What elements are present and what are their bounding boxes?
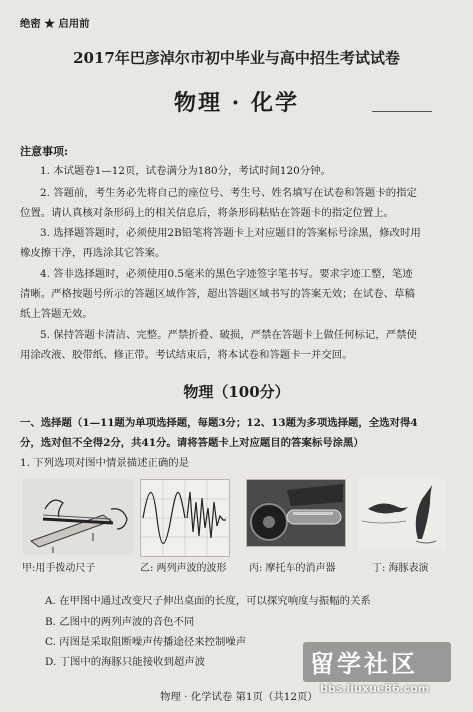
option-c: C. 丙图是采取阻断噪声传播途径来控制噪声 <box>45 636 247 648</box>
figure-caption-bing: 丙: 摩托车的消声器 <box>249 563 336 574</box>
figure-dolphins <box>358 479 446 549</box>
dolphin-show-illustration <box>358 479 446 549</box>
figure-ruler <box>23 479 133 555</box>
note-line: 4. 答非选择题时，必须使用0.5毫米的黑色字迹签字笔书写。要求字迹工整，笔迹 <box>40 268 413 280</box>
watermark-brand: 留学社区 <box>310 650 418 678</box>
physics-section-title: 物理（100分） <box>183 383 290 401</box>
figure-caption-yi: 乙: 两列声波的波形 <box>140 563 227 574</box>
note-line: 清晰。严格按题号所示的答题区域作答，超出答题区域书写的答案无效；在试卷、草稿 <box>20 288 415 300</box>
notes-heading: 注意事项: <box>20 145 69 158</box>
figure-caption-jia: 甲:用手拨动尺子 <box>22 563 96 574</box>
figure-motorcycle-muffler <box>246 479 346 547</box>
figure-caption-ding: 丁: 海豚表演 <box>372 563 429 574</box>
page-footer: 物理 · 化学试卷 第1页（共12页） <box>160 691 318 703</box>
subject-title: 物理 · 化学 <box>174 90 299 116</box>
note-line: 1. 本试题卷1—12页，试卷满分为180分，考试时间120分钟。 <box>40 165 331 177</box>
sound-waveform-chart <box>141 480 229 556</box>
mc-heading-line-2: 分，选对但不全得2分，共41分。请将答题卡上对应题目的答案标号涂黑） <box>20 437 364 449</box>
mc-heading-line-1: 一、选择题（1—11题为单项选择题，每题3分；12、13题为多项选择题，全选对得4 <box>20 417 418 429</box>
note-line: 2. 答题前，考生务必先将自己的座位号、考生号、姓名填写在试卷和答题卡的指定 <box>40 187 417 199</box>
question-1-stem: 1. 下列选项对图中情景描述正确的是 <box>20 457 190 469</box>
note-line: 橡皮擦干净，再选涂其它答案。 <box>20 247 166 259</box>
note-line: 5. 保持答题卡清洁、完整。严禁折叠、破损，严禁在答题卡上做任何标记，严禁使 <box>40 329 417 341</box>
option-b: B. 乙图中的两列声波的音色不同 <box>45 616 195 628</box>
confidential-label: 绝密 ★ 启用前 <box>20 18 90 30</box>
motorcycle-muffler-photo <box>247 480 345 546</box>
note-line: 3. 选择题答题时，必须使用2B铅笔将答题卡上对应题目的答案标号涂黑，修改时用 <box>40 227 421 239</box>
note-line: 用涂改液、胶带纸、修正带。考试结束后，将本试卷和答题卡一并交回。 <box>20 349 353 361</box>
title-rule <box>372 111 432 112</box>
option-a: A. 在甲图中通过改变尺子伸出桌面的长度，可以探究响度与振幅的关系 <box>45 595 371 607</box>
hand-plucking-ruler-illustration <box>23 479 133 555</box>
note-line: 位置。请认真核对条形码上的相关信息后，将条形码粘贴在答题卡的指定位置上。 <box>20 207 395 219</box>
watermark-url: bbs.liuxue86.com <box>320 682 430 695</box>
note-line: 纸上答题无效。 <box>20 308 93 320</box>
option-d: D. 丁图中的海豚只能接收到超声波 <box>45 656 206 668</box>
exam-title: 2017年巴彦淖尔市初中毕业与高中招生考试试卷 <box>73 49 400 67</box>
figure-waveforms <box>140 479 230 557</box>
